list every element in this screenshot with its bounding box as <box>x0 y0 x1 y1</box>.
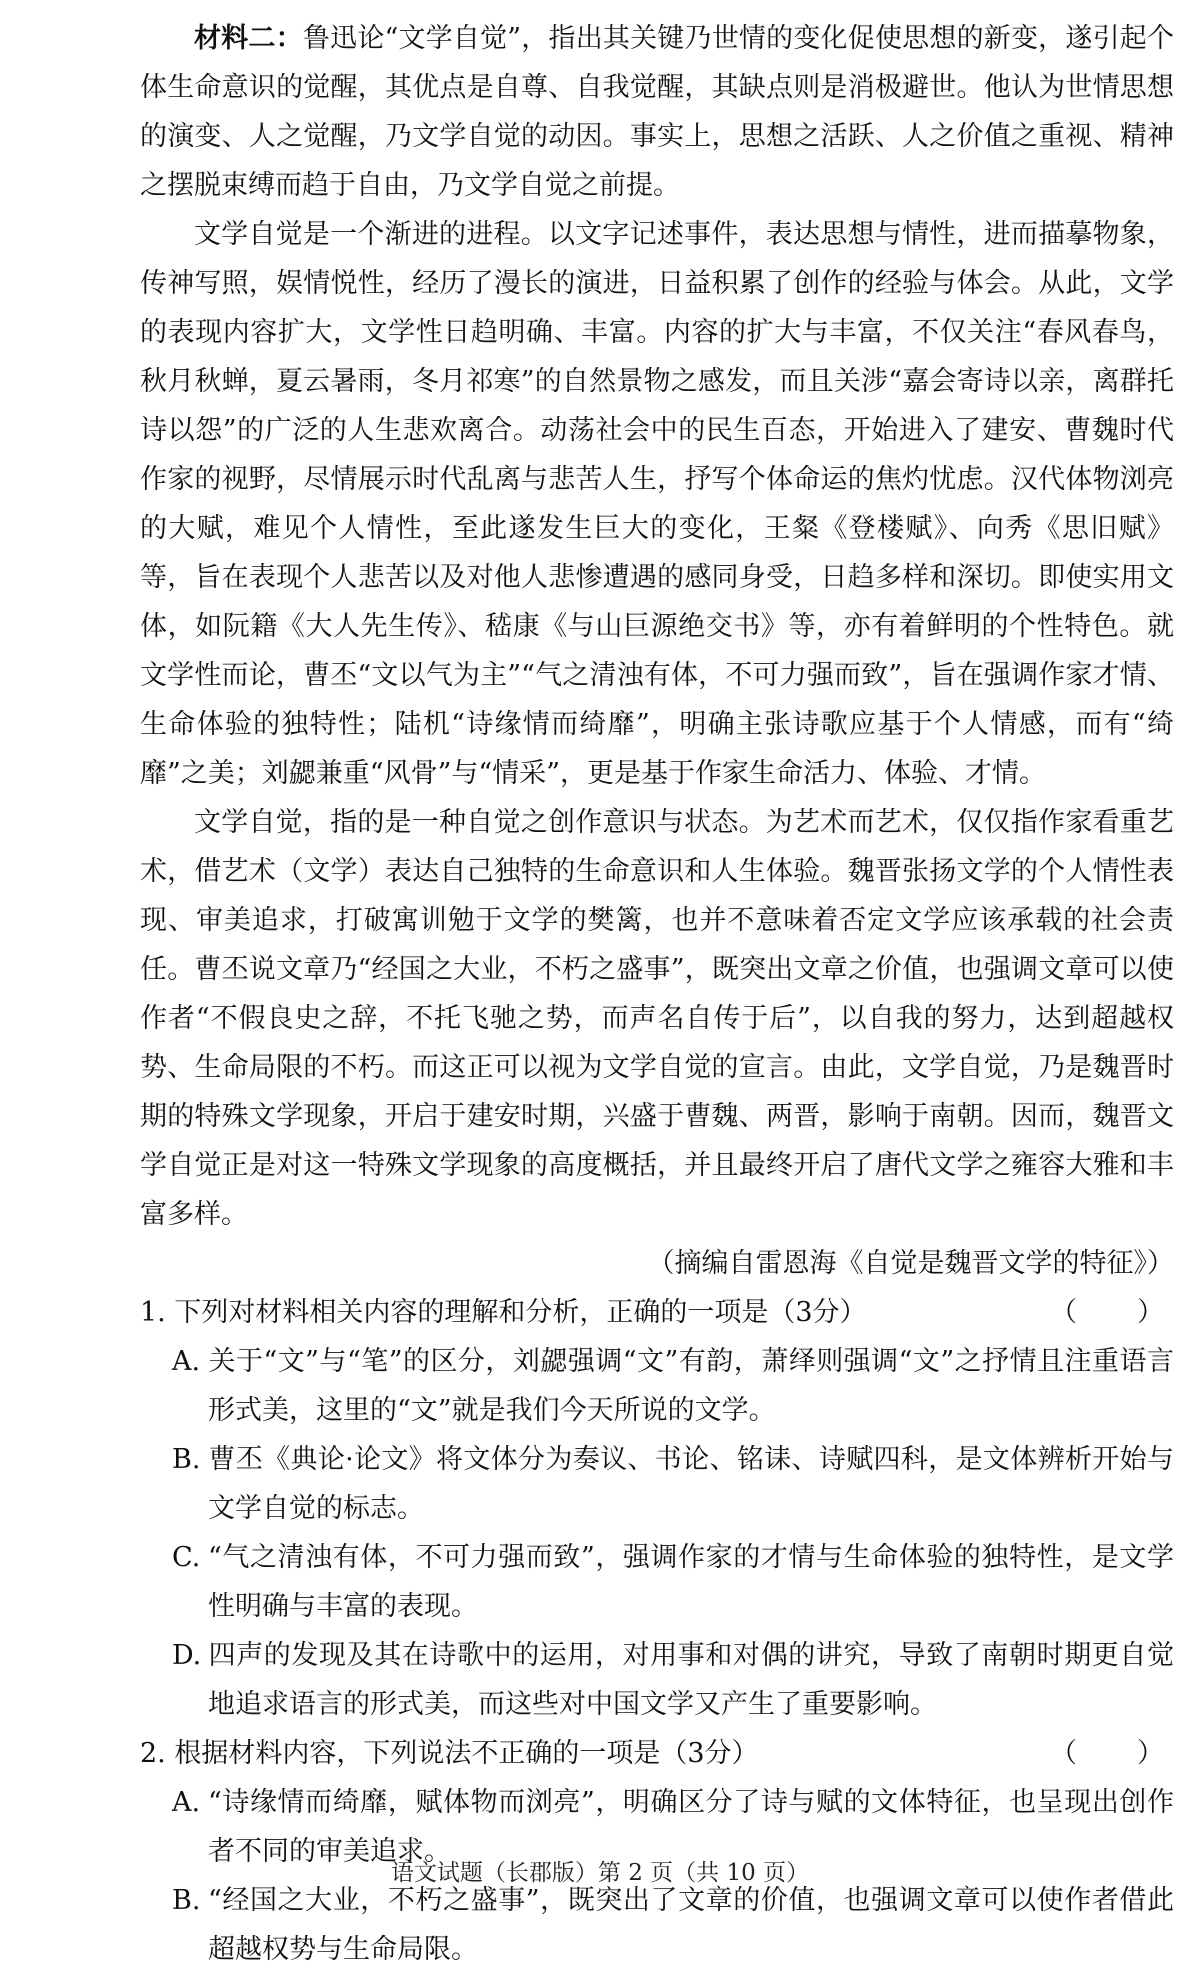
option-letter: D. <box>172 1640 202 1671</box>
question-2-option-b <box>172 1876 1174 1974</box>
option-text: “气之清浊有体，不可力强而致”，强调作家的才情与生命体验的独特性，是文学性明确与丰富的表现。 <box>208 1542 1174 1622</box>
page-footer: 语文试题（长郡版）第 2 页（共 10 页） <box>390 1860 810 1886</box>
option-letter: C. <box>172 1542 201 1573</box>
option-text: 曹丕《典论·论文》将文体分为奏议、书论、铭诔、诗赋四科，是文体辨析开始与文学自觉的标志。 <box>208 1444 1174 1524</box>
question-2 <box>140 1729 1174 1778</box>
question-1-option-a <box>172 1337 1174 1435</box>
question-1-answer-blank: （ ） <box>1050 1297 1166 1328</box>
material2-label: 材料二： <box>194 23 303 54</box>
material2-paragraph-1 <box>140 14 1174 210</box>
question-1 <box>140 1288 1174 1337</box>
material2-paragraph-3: 文学自觉，指的是一种自觉之创作意识与状态。为艺术而艺术，仅仅指作家看重艺术，借艺术（文学）表达自己独特的生命意识和人生体验。魏晋张扬文学的个人情性表现、审美追求，打破寓训勉于文学的樊篱，也并不意味着否定文学应该承载的社会责任。曹丕说文章乃“经国之大业，不朽之盛事”，既突出文章之价值，也强调文章可以使作者“不假良史之辞，不托飞驰之势，而声名自传于后”，以自我的努力，达到超越权势、生命局限的不朽。而这正可以视为文学自觉的宣言。由此，文学自觉，乃是魏晋时期的特殊文学现象，开启于建安时期，兴盛于曹魏、两晋，影响于南朝。因而，魏晋文学自觉正是对这一特殊文学现象的高度概括，并且最终开启了唐代文学之雍容大雅和丰富多样。 <box>140 807 1174 1230</box>
material2-paragraph-2: 文学自觉是一个渐进的进程。以文字记述事件，表达思想与情性，进而描摹物象，传神写照，娱情悦性，经历了漫长的演进，日益积累了创作的经验与体会。从此，文学的表现内容扩大，文学性日趋明确、丰富。内容的扩大与丰富，不仅关注“春风春鸟，秋月秋蝉，夏云暑雨，冬月祁寒”的自然景物之感发，而且关涉“嘉会寄诗以亲，离群托诗以怨”的广泛的人生悲欢离合。动荡社会中的民生百态，开始进入了建安、曹魏时代作家的视野，尽情展示时代乱离与悲苦人生，抒写个体命运的焦灼忧虑。汉代体物浏亮的大赋，难见个人情性，至此遂发生巨大的变化，王粲《登楼赋》、向秀《思旧赋》等，旨在表现个人悲苦以及对他人悲惨遭遇的感同身受，日趋多样和深切。即使实用文体，如阮籍《大人先生传》、嵇康《与山巨源绝交书》等，亦有着鲜明的个性特色。就文学性而论，曹丕“文以气为主”“气之清浊有体，不可力强而致”，旨在强调作家才情、生命体验的独特性；陆机“诗缘情而绮靡”，明确主张诗歌应基于个人情感，而有“绮靡”之美；刘勰兼重“风骨”与“情采”，更是基于作家生命活力、体验、才情。 <box>140 219 1174 789</box>
page-content <box>140 14 1174 1974</box>
option-text: “经国之大业，不朽之盛事”，既突出了文章的价值，也强调文章可以使作者借此超越权势与生命局限。 <box>208 1885 1174 1965</box>
question-1-option-d <box>172 1631 1174 1729</box>
option-letter: A. <box>172 1787 201 1818</box>
material2-source: （摘编自雷恩海《自觉是魏晋文学的特征》） <box>647 1248 1174 1279</box>
option-letter: A. <box>172 1346 201 1377</box>
option-text: “诗缘情而绮靡，赋体物而浏亮”，明确区分了诗与赋的文体特征，也呈现出创作者不同的审美追求。 <box>208 1787 1174 1867</box>
option-letter: B. <box>172 1444 201 1475</box>
question-1-option-b <box>172 1435 1174 1533</box>
option-text: 关于“文”与“笔”的区分，刘勰强调“文”有韵，萧绎则强调“文”之抒情且注重语言形式美，这里的“文”就是我们今天所说的文学。 <box>208 1346 1174 1426</box>
question-1-stem: 1. 下列对材料相关内容的理解和分析，正确的一项是（3分） <box>140 1297 867 1328</box>
question-1-option-c <box>172 1533 1174 1631</box>
question-2-answer-blank: （ ） <box>1050 1738 1166 1769</box>
question-2-stem: 2. 根据材料内容，下列说法不正确的一项是（3分） <box>140 1738 759 1769</box>
option-text: 四声的发现及其在诗歌中的运用，对用事和对偶的讲究，导致了南朝时期更自觉地追求语言的形式美，而这些对中国文学又产生了重要影响。 <box>208 1640 1174 1720</box>
option-letter: B. <box>172 1885 201 1916</box>
material2-paragraph-1-text: 鲁迅论“文学自觉”，指出其关键乃世情的变化促使思想的新变，遂引起个体生命意识的觉醒，其优点是自尊、自我觉醒，其缺点则是消极避世。他认为世情思想的演变、人之觉醒，乃文学自觉的动因。事实上，思想之活跃、人之价值之重视、精神之摆脱束缚而趋于自由，乃文学自觉之前提。 <box>140 23 1175 201</box>
